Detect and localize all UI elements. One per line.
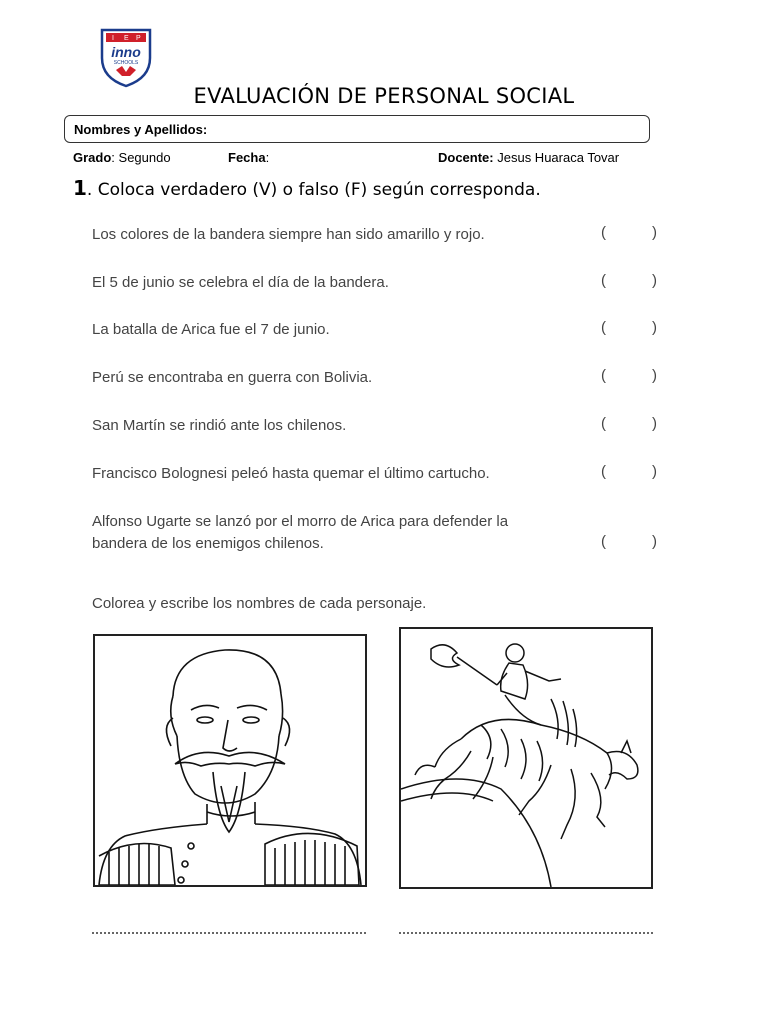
paren-open: ( xyxy=(601,319,606,336)
paren-open: ( xyxy=(601,272,606,289)
teacher-info xyxy=(438,150,619,165)
name-field[interactable] xyxy=(64,115,650,143)
svg-text:I: I xyxy=(112,35,114,42)
name-line-1[interactable] xyxy=(92,932,366,934)
statement-2: El 5 de junio se celebra el día de la bandera. xyxy=(92,274,389,291)
date-info[interactable] xyxy=(228,150,269,165)
answer-blank-6[interactable] xyxy=(601,463,657,480)
paren-close: ) xyxy=(652,224,657,241)
statement-5: San Martín se rindió ante los chilenos. xyxy=(92,417,347,434)
paren-close: ) xyxy=(652,533,657,550)
grade-label: Grado xyxy=(73,150,112,165)
question-text: . Coloca verdadero (V) o falso (F) según corresponda. xyxy=(86,180,541,200)
statement-7-line1: Alfonso Ugarte se lanzó por el morro de Arica para defender la xyxy=(92,513,509,530)
statement-4: Perú se encontraba en guerra con Bolivia. xyxy=(92,369,373,386)
svg-text:P: P xyxy=(136,35,141,42)
statement-3: La batalla de Arica fue el 7 de junio. xyxy=(92,321,330,338)
grade-info xyxy=(73,150,171,165)
horse-rider-image xyxy=(399,627,653,889)
answer-blank-7[interactable] xyxy=(601,533,657,550)
coloring-instruction: Colorea y escribe los nombres de cada personaje. xyxy=(92,595,427,612)
statement-1: Los colores de la bandera siempre han sido amarillo y rojo. xyxy=(92,226,485,243)
svg-text:inno: inno xyxy=(111,44,141,60)
answer-blank-2[interactable] xyxy=(601,272,657,289)
paren-open: ( xyxy=(601,224,606,241)
date-label: Fecha xyxy=(228,150,266,165)
statement-7-line2: bandera de los enemigos chilenos. xyxy=(92,535,324,552)
teacher-value: Jesus Huaraca Tovar xyxy=(493,150,620,165)
paren-close: ) xyxy=(652,319,657,336)
svg-text:SCHOOLS: SCHOOLS xyxy=(113,60,139,66)
date-colon: : xyxy=(265,150,270,165)
paren-close: ) xyxy=(652,463,657,480)
paren-open: ( xyxy=(601,367,606,384)
teacher-label: Docente: xyxy=(438,150,494,165)
svg-text:E: E xyxy=(124,35,129,42)
question-heading xyxy=(73,176,541,200)
paren-open: ( xyxy=(601,415,606,432)
answer-blank-3[interactable] xyxy=(601,319,657,336)
statement-6: Francisco Bolognesi peleó hasta quemar el último cartucho. xyxy=(92,465,490,482)
paren-close: ) xyxy=(652,415,657,432)
answer-blank-1[interactable] xyxy=(601,224,657,241)
school-logo xyxy=(98,24,154,88)
statement-7 xyxy=(92,511,602,555)
question-number: 1 xyxy=(73,176,87,200)
answer-blank-5[interactable] xyxy=(601,415,657,432)
name-line-2[interactable] xyxy=(399,932,653,934)
paren-close: ) xyxy=(652,272,657,289)
grade-value: : Segundo xyxy=(111,150,171,165)
portrait-image xyxy=(93,634,367,887)
page-title: EVALUACIÓN DE PERSONAL SOCIAL xyxy=(193,84,575,108)
paren-close: ) xyxy=(652,367,657,384)
name-label: Nombres y Apellidos: xyxy=(74,122,208,137)
paren-open: ( xyxy=(601,463,606,480)
paren-open: ( xyxy=(601,533,606,550)
answer-blank-4[interactable] xyxy=(601,367,657,384)
